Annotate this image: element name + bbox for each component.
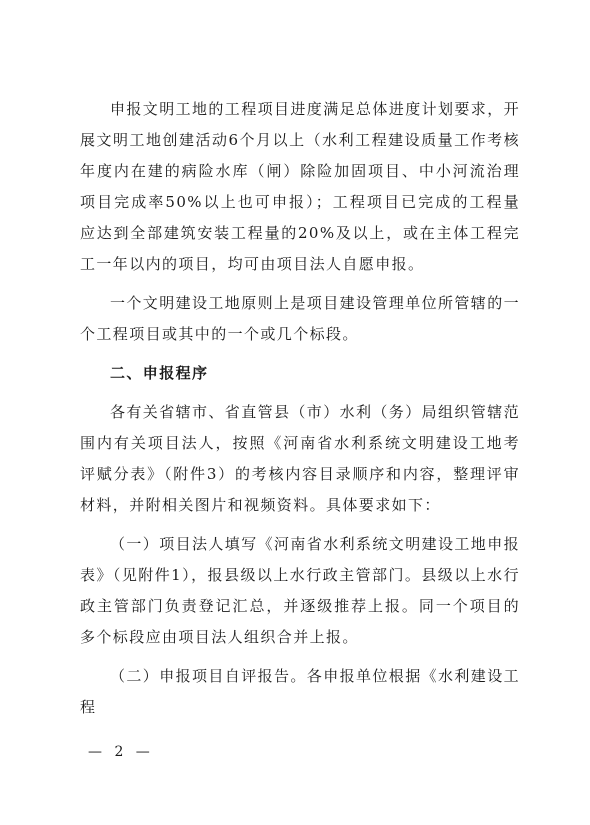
paragraph-application-conditions: 申报文明工地的工程项目进度满足总体进度计划要求，开展文明工地创建活动6个月以上（水利工程建设质量工作考核年度内在建的病险水库（闸）除险加固项目、中小河流治理项目完成率50%以上也可申报）；工程项目已完成的工程量应达到全部建筑安装工程量的20%及以上，或在主体工程完工一年以内的项目，均可由项目法人自愿申报。 <box>80 100 521 273</box>
section-heading-procedure: 二、申报程序 <box>110 364 209 382</box>
paragraph-procedure-item-2: （二）申报项目自评报告。各申报单位根据《水利建设工程 <box>80 667 521 716</box>
paragraph-procedure-item-1: （一）项目法人填写《河南省水利系统文明建设工地申报表》（见附件1），报县级以上水行政主管部门。县级以上水行政主管部门负责登记汇总，并逐级推荐上报。同一个项目的多个标段应由项目法人组织合并上报。 <box>80 535 521 646</box>
page-number: — 2 — <box>88 744 154 760</box>
paragraph-site-definition: 一个文明建设工地原则上是项目建设管理单位所管辖的一个工程项目或其中的一个或几个标段。 <box>80 294 521 343</box>
paragraph-procedure-intro: 各有关省辖市、省直管县（市）水利（务）局组织管辖范围内有关项目法人，按照《河南省水利系统文明建设工地考评赋分表》（附件3）的考核内容目录顺序和内容，整理评审材料，并附相关图片和视频资料。具体要求如下： <box>80 403 521 514</box>
document-body <box>80 94 520 731</box>
